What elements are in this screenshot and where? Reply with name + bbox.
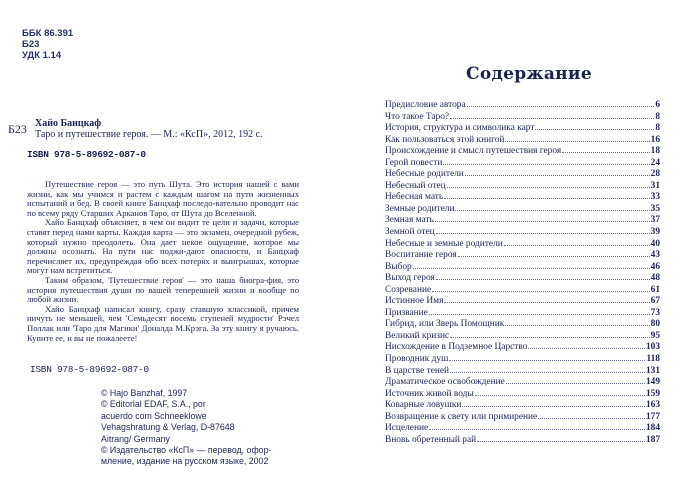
toc-entry bbox=[385, 192, 660, 204]
dot-leader bbox=[443, 164, 649, 165]
isbn-bottom: ISBN 978-5-89692-087-0 bbox=[30, 364, 149, 375]
toc-entry bbox=[385, 354, 660, 366]
toc-title: Призвание bbox=[385, 307, 428, 318]
dot-leader bbox=[477, 441, 645, 442]
toc-title: Проводник душ bbox=[385, 354, 449, 365]
toc-title: Драматическое освобождение bbox=[385, 377, 505, 388]
dot-leader bbox=[467, 106, 655, 107]
toc-page: 184 bbox=[645, 423, 660, 434]
toc-entry bbox=[385, 308, 660, 320]
toc-entry bbox=[385, 169, 660, 181]
toc-page: 33 bbox=[650, 192, 660, 203]
dot-leader bbox=[538, 418, 645, 419]
toc-title: Великий кризис bbox=[385, 330, 450, 341]
dot-leader bbox=[562, 152, 649, 153]
dot-leader bbox=[444, 302, 649, 303]
dot-leader bbox=[528, 348, 644, 349]
toc-title: Гибрид, или Зверь Помощник bbox=[385, 319, 505, 330]
toc-entry bbox=[385, 389, 660, 401]
dot-leader bbox=[435, 221, 650, 222]
table-of-contents bbox=[385, 100, 660, 446]
toc-page: 149 bbox=[645, 377, 660, 388]
dot-leader bbox=[505, 325, 649, 326]
dot-leader bbox=[449, 360, 645, 361]
dot-leader bbox=[436, 279, 650, 280]
toc-entry bbox=[385, 423, 660, 435]
toc-entry bbox=[385, 435, 660, 447]
toc-title: Воспитание героя bbox=[385, 250, 457, 261]
toc-title: Как пользоваться этой книгой bbox=[385, 134, 505, 145]
toc-title: Небесные и земные родители bbox=[385, 238, 503, 249]
toc-entry bbox=[385, 239, 660, 251]
classification-codes bbox=[22, 28, 73, 61]
toc-title: Выход героя bbox=[385, 273, 435, 284]
toc-page: 118 bbox=[646, 354, 660, 365]
toc-page: 40 bbox=[650, 238, 660, 249]
dot-leader bbox=[505, 141, 649, 142]
toc-entry bbox=[385, 296, 660, 308]
toc-page: 43 bbox=[650, 250, 660, 261]
toc-entry bbox=[385, 123, 660, 135]
toc-page: 67 bbox=[650, 296, 660, 307]
toc-page: 103 bbox=[645, 342, 660, 353]
toc-title: В царстве теней bbox=[385, 365, 450, 376]
author-mark: Б23 bbox=[22, 39, 40, 50]
dot-leader bbox=[444, 198, 649, 199]
dot-leader bbox=[450, 118, 654, 119]
toc-page: 6 bbox=[655, 100, 660, 110]
dot-leader bbox=[450, 372, 645, 373]
toc-entry bbox=[385, 319, 660, 331]
toc-page: 37 bbox=[650, 215, 660, 226]
bbk-code: ББК 86.391 bbox=[22, 28, 74, 39]
book-title-line: Таро и путешествие героя. — М.: «КсП», 2012, 192 с. bbox=[35, 129, 263, 140]
isbn-top: ISBN 978-5-89692-087-0 bbox=[27, 149, 146, 160]
toc-entry bbox=[385, 181, 660, 193]
toc-title: Возвращение к свету или примирение bbox=[385, 411, 538, 422]
toc-title: Исцеление bbox=[385, 423, 429, 434]
toc-entry bbox=[385, 400, 660, 412]
dot-leader bbox=[429, 314, 650, 315]
toc-entry bbox=[385, 377, 660, 389]
toc-title: Выбор bbox=[385, 261, 412, 272]
toc-entry bbox=[385, 285, 660, 297]
toc-title: Источник живой воды bbox=[385, 388, 474, 399]
toc-entry bbox=[385, 215, 660, 227]
toc-title: Истинное Имя bbox=[385, 296, 444, 307]
dot-leader bbox=[475, 395, 645, 396]
toc-page: 131 bbox=[645, 365, 660, 376]
annotation-paragraph: Хайо Банцхаф написал книгу, сразу ставшую классикой, причем ничуть не меньшей, чем 'Семьдесят восемь ступеней мудрости' Рэчел Поллак или 'Таро для Магики' Доналда М.Крэга. За эту книгу я ручаюсь. Купите ее, и вы не пожалеете! bbox=[27, 303, 299, 343]
toc-page: 163 bbox=[645, 400, 660, 411]
toc-title: Созревание bbox=[385, 284, 432, 295]
toc-entry bbox=[385, 331, 660, 343]
toc-title: Происхождение и смысл путешествия героя bbox=[385, 146, 562, 157]
annotation-paragraph: Таким образом, 'Путешествие героя' — это наша биогра-фия, это история путешествия души по вашей теперешней жизни и вообще по любой жизни. bbox=[27, 274, 299, 305]
copyright-line: © Издательство «КсП» — перевод, офор- bbox=[101, 445, 272, 456]
dot-leader bbox=[465, 175, 650, 176]
toc-title: Небесные родители bbox=[385, 169, 464, 180]
toc-title: Нисхождение в Подземное Царство bbox=[385, 342, 528, 353]
toc-title: Небесный отец bbox=[385, 180, 446, 191]
toc-title: Небесная мать bbox=[385, 192, 444, 203]
toc-entry bbox=[385, 146, 660, 158]
copyright-line: © Editorial EDAF, S.A., por bbox=[101, 399, 206, 410]
author-name: Хайо Банцкаф bbox=[35, 118, 102, 129]
toc-page: 80 bbox=[650, 319, 660, 330]
toc-page: 187 bbox=[645, 434, 660, 445]
toc-page: 61 bbox=[650, 284, 660, 295]
toc-entry bbox=[385, 135, 660, 147]
toc-title: Что такое Таро? bbox=[385, 111, 450, 122]
copyright-line: acuerdo com Schneeklowe bbox=[101, 410, 207, 421]
dot-leader bbox=[455, 210, 649, 211]
toc-entry bbox=[385, 204, 660, 216]
toc-page: 48 bbox=[650, 273, 660, 284]
copyright-block bbox=[101, 388, 341, 468]
toc-title: Земной отец bbox=[385, 227, 435, 238]
toc-title: Вновь обретенный рай bbox=[385, 434, 477, 445]
toc-page: 95 bbox=[650, 330, 660, 341]
toc-page: 24 bbox=[650, 157, 660, 168]
toc-page: 18 bbox=[650, 146, 660, 157]
toc-page: 16 bbox=[650, 134, 660, 145]
toc-page: 159 bbox=[645, 388, 660, 399]
toc-title: Земная мать bbox=[385, 215, 434, 226]
dot-leader bbox=[413, 268, 650, 269]
toc-entry bbox=[385, 100, 660, 112]
record-code: Б23 bbox=[8, 122, 27, 136]
dot-leader bbox=[436, 233, 650, 234]
toc-page: 39 bbox=[650, 227, 660, 238]
dot-leader bbox=[429, 429, 645, 430]
toc-entry bbox=[385, 412, 660, 424]
toc-entry bbox=[385, 342, 660, 354]
toc-page: 8 bbox=[655, 123, 660, 134]
copyright-line: © Hajo Banzhaf, 1997 bbox=[101, 388, 188, 398]
dot-leader bbox=[458, 256, 650, 257]
toc-entry bbox=[385, 366, 660, 378]
toc-entry bbox=[385, 158, 660, 170]
toc-page: 73 bbox=[650, 307, 660, 318]
udk-code: УДК 1.14 bbox=[22, 50, 62, 61]
contents-heading: Содержание bbox=[466, 64, 592, 84]
toc-title: Коварные ловушки bbox=[385, 400, 462, 411]
copyright-line: мление, издание на русском языке, 2002 bbox=[101, 456, 269, 467]
dot-leader bbox=[504, 245, 650, 246]
toc-page: 28 bbox=[650, 169, 660, 180]
dot-leader bbox=[462, 406, 645, 407]
toc-page: 31 bbox=[650, 180, 660, 191]
toc-entry bbox=[385, 112, 660, 124]
toc-entry bbox=[385, 250, 660, 262]
toc-title: Герой повести bbox=[385, 157, 443, 168]
annotation-paragraph: Путешествие героя — это путь Шута. Это история нашей с вами жизни, как мы учимся и растем с каждым шагом на пути жизненных испытаний и бед. В своей книге Банцхаф последо-вательно проводит нас по всему ряду Старших Арканов Таро, от Шута до Вселенной. bbox=[27, 179, 299, 218]
dot-leader bbox=[432, 291, 649, 292]
toc-page: 35 bbox=[650, 203, 660, 214]
dot-leader bbox=[447, 187, 650, 188]
toc-title: Земные родители bbox=[385, 203, 455, 214]
toc-page: 8 bbox=[655, 111, 660, 122]
dot-leader bbox=[535, 129, 654, 130]
annotation bbox=[27, 180, 299, 343]
toc-entry bbox=[385, 273, 660, 285]
toc-page: 46 bbox=[650, 261, 660, 272]
dot-leader bbox=[450, 337, 649, 338]
dot-leader bbox=[506, 383, 645, 384]
annotation-paragraph: Хайо Банцхаф объясняет, в чем он видит те цели и задачи, которые ставят перед нами карты. Каждая карта — это экзамен, очередной рубеж, который нужно преодолеть. Она дает некое ощущение, которое мы должны осознать. На пути нас поджи-дают опасности, и Банцхаф перечисляет их, предупреждая обо всех потерях и выигрышах, которые могут нам встретиться. bbox=[27, 217, 299, 276]
copyright-line: Vehagshratung & Verlag, D-87648 bbox=[101, 422, 235, 433]
toc-title: История, структура и символика карт bbox=[385, 123, 535, 134]
toc-entry bbox=[385, 262, 660, 274]
toc-page: 177 bbox=[645, 411, 660, 422]
toc-entry bbox=[385, 227, 660, 239]
toc-title: Предисловие автора bbox=[385, 100, 466, 110]
copyright-line: Aitrang/ Germany bbox=[101, 433, 170, 444]
